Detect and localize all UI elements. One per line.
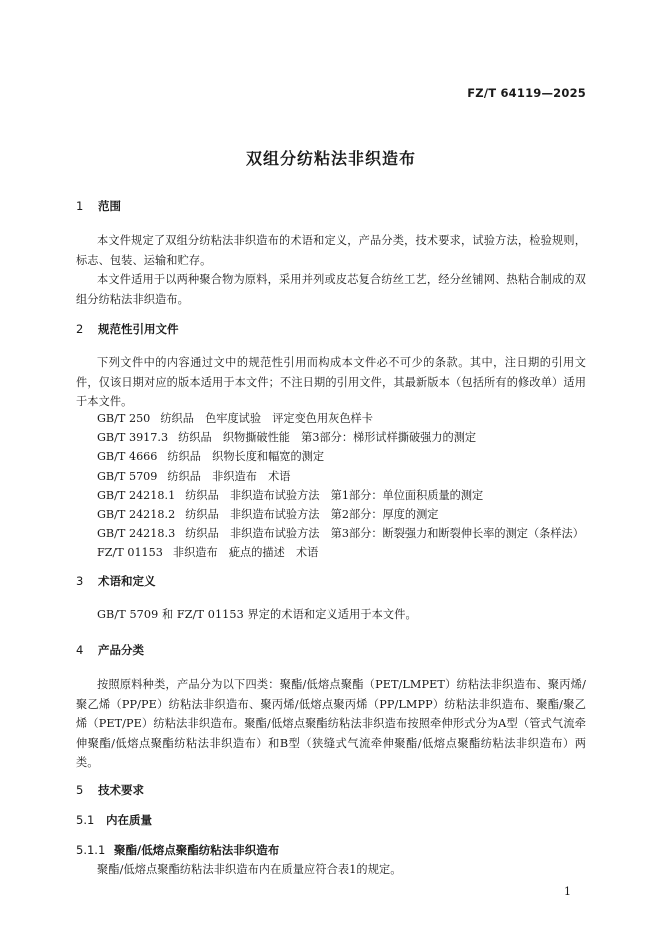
section-title: 产品分类	[98, 643, 144, 657]
reference-code: GB/T 5709	[97, 469, 158, 483]
section-number: 4	[76, 643, 84, 657]
section-title: 内在质量	[106, 813, 152, 827]
reference-title: 纺织品 非织造布 术语	[167, 469, 291, 483]
reference-item	[97, 486, 584, 505]
reference-code: GB/T 24218.3	[97, 527, 176, 541]
reference-item	[97, 428, 584, 447]
section-title: 术语和定义	[98, 574, 156, 588]
section-number: 3	[76, 574, 84, 588]
section-3-heading	[76, 573, 156, 589]
section-title: 聚酯/低熔点聚酯纺粘法非织造布	[114, 843, 280, 857]
reference-title: 纺织品 织物长度和幅宽的测定	[167, 450, 325, 464]
standard-code: FZ/T 64119—2025	[467, 86, 586, 100]
section-2-intro: 下列文件中的内容通过文中的规范性引用而构成本文件必不可少的条款。其中，注日期的引用文件，仅该日期对应的版本适用于本文件；不注日期的引用文件，其最新版本（包括所有的修改单）适用于本文件。	[76, 356, 586, 408]
reference-title: 纺织品 织物撕破性能 第3部分：梯形试样撕破强力的测定	[178, 431, 477, 445]
section-number: 5.1	[76, 813, 95, 827]
reference-item	[97, 543, 584, 562]
reference-code: GB/T 4666	[97, 450, 158, 464]
section-2-heading	[76, 321, 179, 337]
reference-item	[97, 505, 584, 524]
reference-code: GB/T 24218.2	[97, 508, 176, 522]
section-1-paragraph-2: 本文件适用于以两种聚合物为原料，采用并列或皮芯复合纺丝工艺，经分丝铺网、热粘合制成的双组分纺粘法非织造布。	[76, 273, 586, 306]
section-number: 5	[76, 783, 84, 797]
reference-title: 纺织品 非织造布试验方法 第3部分：断裂强力和断裂伸长率的测定（条样法）	[185, 527, 584, 541]
section-5-1-1-text: 聚酯/低熔点聚酯纺粘法非织造布内在质量应符合表1的规定。	[97, 863, 402, 876]
section-title: 规范性引用文件	[98, 322, 179, 336]
reference-item	[97, 447, 584, 466]
reference-title: 纺织品 非织造布试验方法 第2部分：厚度的测定	[185, 508, 439, 522]
section-4-text: 按照原料种类，产品分为以下四类：聚酯/低熔点聚酯（PET/LMPET）纺粘法非织造布、聚丙烯/聚乙烯（PP/PE）纺粘法非织造布、聚丙烯/低熔点聚丙烯（PP/LMPP）纺粘法非织造布、聚酯/聚乙烯（PET/PE）纺粘法非织造布。聚酯/低熔点聚酯纺粘法非织造布按照牵伸形式分为A型（管式气流牵伸聚酯/低熔点聚酯纺粘法非织造布）和B型（狭缝式气流牵伸聚酯/低熔点聚酯纺粘法非织造布）两类。	[76, 678, 586, 769]
section-title: 范围	[98, 199, 121, 213]
section-number: 2	[76, 322, 84, 336]
reference-code: GB/T 3917.3	[97, 431, 169, 445]
reference-item	[97, 409, 584, 428]
document-title: 双组分纺粘法非织造布	[245, 149, 416, 168]
page-number: 1	[564, 885, 571, 898]
section-1-paragraph-1: 本文件规定了双组分纺粘法非织造布的术语和定义，产品分类，技术要求，试验方法，检验规则，标志、包装、运输和贮存。	[76, 234, 586, 267]
section-3-text: GB/T 5709 和 FZ/T 01153 界定的术语和定义适用于本文件。	[97, 608, 417, 621]
reference-code: GB/T 250	[97, 412, 151, 425]
reference-code: GB/T 24218.1	[97, 488, 176, 502]
section-1-heading	[76, 198, 121, 214]
section-number: 5.1.1	[76, 843, 106, 857]
reference-title: 非织造布 疵点的描述 术语	[172, 546, 319, 560]
reference-list	[97, 409, 584, 563]
reference-title: 纺织品 非织造布试验方法 第1部分：单位面积质量的测定	[185, 488, 484, 502]
section-4-heading	[76, 642, 144, 658]
section-title: 技术要求	[98, 783, 144, 797]
section-5-heading	[76, 782, 144, 798]
reference-code: FZ/T 01153	[97, 546, 163, 560]
reference-title: 纺织品 色牢度试验 评定变色用灰色样卡	[160, 412, 373, 425]
section-5-1-heading	[76, 812, 152, 828]
reference-item	[97, 467, 584, 486]
reference-item	[97, 524, 584, 543]
section-number: 1	[76, 199, 84, 213]
section-5-1-1-heading	[76, 842, 279, 858]
